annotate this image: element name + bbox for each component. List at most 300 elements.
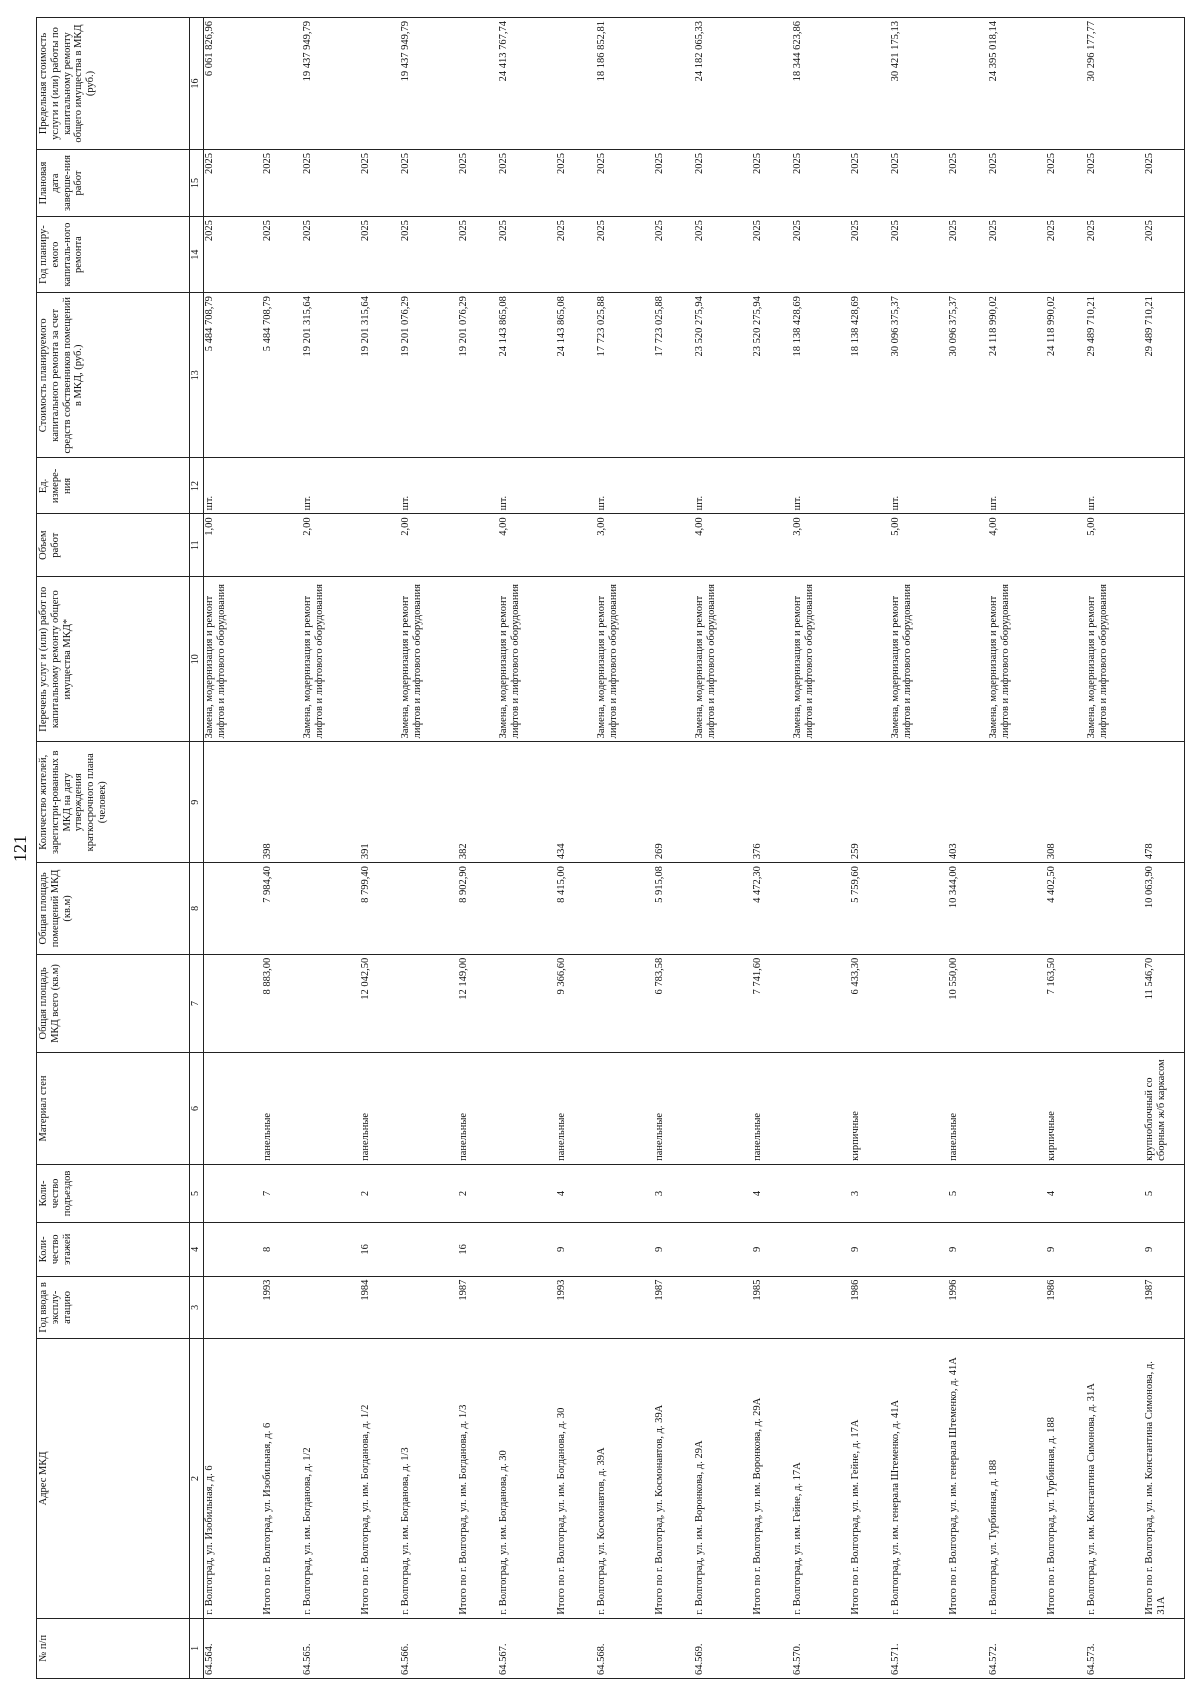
cell-cost: 18 138 428,69 xyxy=(850,293,890,458)
cell-floors: 9 xyxy=(752,1222,792,1276)
cell-end-date: 2025 xyxy=(498,150,556,217)
cell-floors xyxy=(302,1222,360,1276)
cell-entrances: 3 xyxy=(654,1164,694,1222)
cell-limit-cost: 24 413 767,74 xyxy=(498,18,556,150)
cell-year xyxy=(988,1276,1046,1339)
column-number: 9 xyxy=(190,742,204,863)
cell-entrances xyxy=(988,1164,1046,1222)
column-header: Общая площадь помещений МКД (кв.м) xyxy=(37,863,190,955)
cell-no xyxy=(1144,1618,1185,1678)
cell-area-rooms: 5 759,60 xyxy=(850,863,890,955)
table-row-item xyxy=(792,18,850,1679)
cell-limit-cost: 6 061 826,96 xyxy=(204,18,263,150)
cell-no xyxy=(360,1618,400,1678)
table-row-item xyxy=(596,18,654,1679)
cell-area-rooms xyxy=(204,863,263,955)
cell-unit: шт. xyxy=(1086,458,1144,514)
cell-area-total: 10 550,00 xyxy=(948,954,988,1052)
cell-material: панельные xyxy=(654,1053,694,1165)
cell-cost: 23 520 275,94 xyxy=(694,293,752,458)
cell-unit xyxy=(948,458,988,514)
cell-plan-year: 2025 xyxy=(850,217,890,293)
cell-volume: 1,00 xyxy=(204,514,263,577)
column-header: Год планиру-емого капиталь-ного ремонта xyxy=(37,217,190,293)
cell-year: 1993 xyxy=(556,1276,596,1339)
cell-plan-year: 2025 xyxy=(988,217,1046,293)
cell-entrances xyxy=(694,1164,752,1222)
table-row-item xyxy=(400,18,458,1679)
cell-volume xyxy=(1144,514,1185,577)
cell-area-total xyxy=(302,954,360,1052)
cell-address: г. Волгоград, ул. Космонавтов, д. 39А xyxy=(596,1339,654,1618)
cell-cost: 5 484 708,79 xyxy=(262,293,302,458)
table-row-item xyxy=(1086,18,1144,1679)
cell-plan-year: 2025 xyxy=(360,217,400,293)
table-row-item xyxy=(498,18,556,1679)
column-number: 14 xyxy=(190,217,204,293)
cell-area-rooms: 10 063,90 xyxy=(1144,863,1185,955)
cell-material xyxy=(596,1053,654,1165)
cell-cost: 19 201 315,64 xyxy=(302,293,360,458)
column-header: Общая площадь МКД всего (кв.м) xyxy=(37,954,190,1052)
cell-unit xyxy=(1144,458,1185,514)
cell-work: Замена, модернизация и ремонт лифтов и лифтового оборудования xyxy=(890,576,948,741)
cell-volume xyxy=(458,514,498,577)
column-header: Предельная стоимость услуги и (или) работы по капитальному ремонту общего имущества в МКД (руб.) xyxy=(37,18,190,150)
cell-cost: 24 143 865,08 xyxy=(556,293,596,458)
cell-work xyxy=(1046,576,1086,741)
cell-residents: 398 xyxy=(262,742,302,863)
cell-year: 1996 xyxy=(948,1276,988,1339)
cell-plan-year: 2025 xyxy=(204,217,263,293)
column-header: Коли-чество подъездов xyxy=(37,1164,190,1222)
cell-no xyxy=(458,1618,498,1678)
column-header: Объем работ xyxy=(37,514,190,577)
column-header: Ед. измере-ния xyxy=(37,458,190,514)
column-number: 5 xyxy=(190,1164,204,1222)
header-row xyxy=(37,18,190,1679)
cell-entrances xyxy=(1086,1164,1144,1222)
cell-material xyxy=(988,1053,1046,1165)
cell-unit: шт. xyxy=(596,458,654,514)
cell-end-date: 2025 xyxy=(302,150,360,217)
column-number: 3 xyxy=(190,1276,204,1339)
table-row-total xyxy=(1046,18,1086,1679)
cell-entrances xyxy=(498,1164,556,1222)
cell-area-total: 9 366,60 xyxy=(556,954,596,1052)
column-number: 2 xyxy=(190,1339,204,1618)
cell-volume: 2,00 xyxy=(400,514,458,577)
cell-year xyxy=(204,1276,263,1339)
cell-volume: 4,00 xyxy=(694,514,752,577)
cell-volume xyxy=(262,514,302,577)
cell-area-rooms: 8 799,40 xyxy=(360,863,400,955)
cell-no: 64.573. xyxy=(1086,1618,1144,1678)
cell-material: панельные xyxy=(948,1053,988,1165)
cell-area-total: 12 042,50 xyxy=(360,954,400,1052)
cell-end-date: 2025 xyxy=(360,150,400,217)
cell-work: Замена, модернизация и ремонт лифтов и лифтового оборудования xyxy=(792,576,850,741)
cell-residents: 269 xyxy=(654,742,694,863)
table-body xyxy=(204,18,1185,1679)
column-number: 4 xyxy=(190,1222,204,1276)
cell-residents xyxy=(988,742,1046,863)
cell-material: панельные xyxy=(458,1053,498,1165)
cell-residents: 376 xyxy=(752,742,792,863)
table-row-item xyxy=(302,18,360,1679)
cell-unit: шт. xyxy=(498,458,556,514)
cell-address: г. Волгоград, ул. им. Богданова, д. 1/3 xyxy=(400,1339,458,1618)
cell-residents: 434 xyxy=(556,742,596,863)
cell-unit xyxy=(556,458,596,514)
cell-volume: 5,00 xyxy=(890,514,948,577)
cell-area-rooms xyxy=(1086,863,1144,955)
cell-end-date: 2025 xyxy=(1144,150,1185,217)
table-row-total xyxy=(752,18,792,1679)
cell-no xyxy=(262,1618,302,1678)
cell-floors xyxy=(988,1222,1046,1276)
cell-limit-cost xyxy=(262,18,302,150)
cell-plan-year: 2025 xyxy=(694,217,752,293)
cell-area-rooms xyxy=(792,863,850,955)
cell-end-date: 2025 xyxy=(792,150,850,217)
cell-material: кирпичные xyxy=(850,1053,890,1165)
cell-residents: 391 xyxy=(360,742,400,863)
cell-year xyxy=(302,1276,360,1339)
cell-volume: 4,00 xyxy=(988,514,1046,577)
cell-entrances: 4 xyxy=(1046,1164,1086,1222)
column-header: Количество жителей, зарегистри-рованных в МКД на дату утверждения краткосрочного плана (человек) xyxy=(37,742,190,863)
cell-plan-year: 2025 xyxy=(1046,217,1086,293)
cell-end-date: 2025 xyxy=(596,150,654,217)
column-header: № п/п xyxy=(37,1618,190,1678)
cell-floors: 9 xyxy=(654,1222,694,1276)
cell-work xyxy=(458,576,498,741)
cell-area-total xyxy=(694,954,752,1052)
cell-address: г. Волгоград, ул. им. Константина Симонова, д. 31А xyxy=(1086,1339,1144,1618)
cell-unit xyxy=(654,458,694,514)
cell-area-rooms xyxy=(400,863,458,955)
cell-address: Итого по г. Волгоград, ул. им. Богданова, д. 1/2 xyxy=(360,1339,400,1618)
cell-volume: 3,00 xyxy=(596,514,654,577)
cell-year: 1987 xyxy=(1144,1276,1185,1339)
cell-plan-year: 2025 xyxy=(498,217,556,293)
cell-address: Итого по г. Волгоград, ул. Турбинная, д. 188 xyxy=(1046,1339,1086,1618)
cell-unit: шт. xyxy=(694,458,752,514)
cell-plan-year: 2025 xyxy=(1086,217,1144,293)
table-row-total xyxy=(360,18,400,1679)
cell-plan-year: 2025 xyxy=(596,217,654,293)
cell-entrances: 7 xyxy=(262,1164,302,1222)
cell-entrances: 4 xyxy=(556,1164,596,1222)
column-number: 15 xyxy=(190,150,204,217)
table-row-total xyxy=(850,18,890,1679)
cell-end-date: 2025 xyxy=(752,150,792,217)
cell-area-total xyxy=(792,954,850,1052)
cell-entrances xyxy=(596,1164,654,1222)
cell-year: 1987 xyxy=(654,1276,694,1339)
cell-no xyxy=(556,1618,596,1678)
column-number: 13 xyxy=(190,293,204,458)
cell-volume xyxy=(850,514,890,577)
cell-floors: 9 xyxy=(556,1222,596,1276)
cell-work: Замена, модернизация и ремонт лифтов и лифтового оборудования xyxy=(204,576,263,741)
cell-area-rooms xyxy=(890,863,948,955)
cell-floors: 9 xyxy=(1046,1222,1086,1276)
cell-limit-cost: 30 421 175,13 xyxy=(890,18,948,150)
cell-unit xyxy=(1046,458,1086,514)
cell-floors xyxy=(1086,1222,1144,1276)
cell-end-date: 2025 xyxy=(458,150,498,217)
cell-area-rooms xyxy=(302,863,360,955)
cell-cost: 17 723 025,88 xyxy=(596,293,654,458)
cell-year xyxy=(596,1276,654,1339)
table-row-total xyxy=(556,18,596,1679)
cell-entrances xyxy=(204,1164,263,1222)
cell-plan-year: 2025 xyxy=(1144,217,1185,293)
cell-cost: 24 143 865,08 xyxy=(498,293,556,458)
cell-address: г. Волгоград, ул. Изобильная, д. 6 xyxy=(204,1339,263,1618)
cell-no: 64.571. xyxy=(890,1618,948,1678)
cell-cost: 19 201 076,29 xyxy=(458,293,498,458)
cell-no: 64.564. xyxy=(204,1618,263,1678)
cell-area-rooms: 8 902,90 xyxy=(458,863,498,955)
cell-residents: 259 xyxy=(850,742,890,863)
cell-material: кирпичные xyxy=(1046,1053,1086,1165)
cell-year: 1986 xyxy=(850,1276,890,1339)
cell-material xyxy=(792,1053,850,1165)
cell-entrances: 5 xyxy=(948,1164,988,1222)
cell-area-rooms xyxy=(596,863,654,955)
cell-entrances: 3 xyxy=(850,1164,890,1222)
cell-material: панельные xyxy=(752,1053,792,1165)
cell-volume xyxy=(1046,514,1086,577)
cell-floors xyxy=(204,1222,263,1276)
cell-no: 64.566. xyxy=(400,1618,458,1678)
cell-limit-cost xyxy=(752,18,792,150)
cell-material xyxy=(302,1053,360,1165)
cell-entrances: 2 xyxy=(360,1164,400,1222)
cell-residents: 403 xyxy=(948,742,988,863)
cell-unit: шт. xyxy=(988,458,1046,514)
cell-limit-cost: 19 437 949,79 xyxy=(302,18,360,150)
cell-work xyxy=(752,576,792,741)
cell-entrances: 2 xyxy=(458,1164,498,1222)
cell-end-date: 2025 xyxy=(1086,150,1144,217)
table-row-item xyxy=(988,18,1046,1679)
cell-volume: 3,00 xyxy=(792,514,850,577)
cell-floors xyxy=(400,1222,458,1276)
cell-residents xyxy=(596,742,654,863)
cell-year xyxy=(890,1276,948,1339)
cell-limit-cost: 18 186 852,81 xyxy=(596,18,654,150)
cell-cost: 23 520 275,94 xyxy=(752,293,792,458)
cell-end-date: 2025 xyxy=(654,150,694,217)
cell-address: Итого по г. Волгоград, ул. им. Богданова, д. 1/3 xyxy=(458,1339,498,1618)
cell-area-total: 7 163,50 xyxy=(1046,954,1086,1052)
cell-plan-year: 2025 xyxy=(654,217,694,293)
cell-end-date: 2025 xyxy=(204,150,263,217)
table-row-item xyxy=(204,18,263,1679)
cell-area-total xyxy=(988,954,1046,1052)
cell-floors xyxy=(596,1222,654,1276)
cell-material: панельные xyxy=(360,1053,400,1165)
table-row-item xyxy=(890,18,948,1679)
column-header: Адрес МКД xyxy=(37,1339,190,1618)
cell-cost: 29 489 710,21 xyxy=(1086,293,1144,458)
cell-material: панельные xyxy=(556,1053,596,1165)
cell-unit xyxy=(360,458,400,514)
cell-year: 1985 xyxy=(752,1276,792,1339)
page-number: 121 xyxy=(10,835,30,862)
column-number: 1 xyxy=(190,1618,204,1678)
cell-work xyxy=(262,576,302,741)
cell-work: Замена, модернизация и ремонт лифтов и лифтового оборудования xyxy=(694,576,752,741)
column-header: Год ввода в эксплу-атацию xyxy=(37,1276,190,1339)
cell-limit-cost: 24 395 018,14 xyxy=(988,18,1046,150)
cell-end-date: 2025 xyxy=(850,150,890,217)
cell-area-total: 6 433,30 xyxy=(850,954,890,1052)
cell-residents xyxy=(400,742,458,863)
cell-work: Замена, модернизация и ремонт лифтов и лифтового оборудования xyxy=(988,576,1046,741)
cell-work: Замена, модернизация и ремонт лифтов и лифтового оборудования xyxy=(302,576,360,741)
cell-volume: 2,00 xyxy=(302,514,360,577)
cell-area-total: 11 546,70 xyxy=(1144,954,1185,1052)
column-number: 12 xyxy=(190,458,204,514)
cell-floors xyxy=(890,1222,948,1276)
cell-work xyxy=(948,576,988,741)
cell-area-rooms: 8 415,00 xyxy=(556,863,596,955)
cell-area-total: 6 783,58 xyxy=(654,954,694,1052)
cell-volume xyxy=(360,514,400,577)
cell-residents xyxy=(204,742,263,863)
cell-end-date: 2025 xyxy=(948,150,988,217)
cell-area-total xyxy=(498,954,556,1052)
cell-limit-cost xyxy=(948,18,988,150)
cell-address: Итого по г. Волгоград, ул. Космонавтов, д. 39А xyxy=(654,1339,694,1618)
cell-area-total xyxy=(890,954,948,1052)
table-row-total xyxy=(1144,18,1185,1679)
cell-residents xyxy=(694,742,752,863)
cell-end-date: 2025 xyxy=(262,150,302,217)
cell-residents xyxy=(498,742,556,863)
cell-end-date: 2025 xyxy=(988,150,1046,217)
column-number: 7 xyxy=(190,954,204,1052)
cell-address: Итого по г. Волгоград, ул. Изобильная, д. 6 xyxy=(262,1339,302,1618)
cell-floors xyxy=(498,1222,556,1276)
cell-year xyxy=(1086,1276,1144,1339)
cell-limit-cost: 30 296 177,77 xyxy=(1086,18,1144,150)
cell-address: Итого по г. Волгоград, ул. им. Гейне, д. 17А xyxy=(850,1339,890,1618)
cell-address: Итого по г. Волгоград, ул. им. Воронкова, д. 29А xyxy=(752,1339,792,1618)
column-number-row xyxy=(190,18,204,1679)
cell-floors: 8 xyxy=(262,1222,302,1276)
cell-area-rooms: 5 915,08 xyxy=(654,863,694,955)
cell-plan-year: 2025 xyxy=(302,217,360,293)
cell-limit-cost xyxy=(850,18,890,150)
column-header: Материал стен xyxy=(37,1053,190,1165)
cell-floors: 9 xyxy=(948,1222,988,1276)
cell-cost: 5 484 708,79 xyxy=(204,293,263,458)
cell-work xyxy=(1144,576,1185,741)
cell-area-rooms xyxy=(498,863,556,955)
cell-work: Замена, модернизация и ремонт лифтов и лифтового оборудования xyxy=(498,576,556,741)
cell-cost: 19 201 315,64 xyxy=(360,293,400,458)
cell-limit-cost: 18 344 623,86 xyxy=(792,18,850,150)
cell-work: Замена, модернизация и ремонт лифтов и лифтового оборудования xyxy=(1086,576,1144,741)
cell-address: Итого по г. Волгоград, ул. им. генерала Штеменко, д. 41А xyxy=(948,1339,988,1618)
cell-entrances: 4 xyxy=(752,1164,792,1222)
cell-entrances xyxy=(400,1164,458,1222)
cell-material xyxy=(890,1053,948,1165)
cell-volume xyxy=(752,514,792,577)
table-row-total xyxy=(654,18,694,1679)
cell-floors: 9 xyxy=(1144,1222,1185,1276)
cell-material xyxy=(204,1053,263,1165)
column-number: 6 xyxy=(190,1053,204,1165)
cell-unit xyxy=(850,458,890,514)
cell-material: панельные xyxy=(262,1053,302,1165)
cell-end-date: 2025 xyxy=(1046,150,1086,217)
table-row-item xyxy=(694,18,752,1679)
cell-limit-cost xyxy=(458,18,498,150)
cell-limit-cost xyxy=(360,18,400,150)
cell-area-rooms: 7 984,40 xyxy=(262,863,302,955)
cell-residents xyxy=(302,742,360,863)
cell-plan-year: 2025 xyxy=(400,217,458,293)
cell-plan-year: 2025 xyxy=(458,217,498,293)
cell-cost: 30 096 375,37 xyxy=(890,293,948,458)
cell-residents: 478 xyxy=(1144,742,1185,863)
cell-cost: 18 138 428,69 xyxy=(792,293,850,458)
column-header: Стоимость планируемого капитального ремонта за счет средств собственников помещений в МКД, (руб.) xyxy=(37,293,190,458)
cell-end-date: 2025 xyxy=(556,150,596,217)
cell-address: Итого по г. Волгоград, ул. им. Богданова, д. 30 xyxy=(556,1339,596,1618)
cell-year xyxy=(498,1276,556,1339)
cell-material xyxy=(694,1053,752,1165)
cell-material xyxy=(400,1053,458,1165)
cell-area-rooms: 10 344,00 xyxy=(948,863,988,955)
cell-cost: 19 201 076,29 xyxy=(400,293,458,458)
column-number: 11 xyxy=(190,514,204,577)
cell-no: 64.570. xyxy=(792,1618,850,1678)
cell-work: Замена, модернизация и ремонт лифтов и лифтового оборудования xyxy=(400,576,458,741)
cell-cost: 24 118 990,02 xyxy=(988,293,1046,458)
cell-area-total xyxy=(400,954,458,1052)
cell-residents: 308 xyxy=(1046,742,1086,863)
column-header: Перечень услуг и (или) работ по капитальному ремонту общего имущества МКД* xyxy=(37,576,190,741)
cell-cost: 29 489 710,21 xyxy=(1144,293,1185,458)
cell-residents xyxy=(890,742,948,863)
cell-year: 1986 xyxy=(1046,1276,1086,1339)
cell-address: г. Волгоград, ул. им. Воронкова, д. 29А xyxy=(694,1339,752,1618)
cell-area-total xyxy=(204,954,263,1052)
cell-no xyxy=(752,1618,792,1678)
table-row-total xyxy=(262,18,302,1679)
cell-limit-cost: 24 182 065,33 xyxy=(694,18,752,150)
column-number: 10 xyxy=(190,576,204,741)
cell-address: Итого по г. Волгоград, ул. им. Константина Симонова, д. 31А xyxy=(1144,1339,1185,1618)
cell-unit: шт. xyxy=(302,458,360,514)
cell-work xyxy=(654,576,694,741)
cell-no xyxy=(850,1618,890,1678)
cell-plan-year: 2025 xyxy=(556,217,596,293)
cell-year: 1993 xyxy=(262,1276,302,1339)
cell-year xyxy=(400,1276,458,1339)
cell-volume xyxy=(654,514,694,577)
cell-unit: шт. xyxy=(204,458,263,514)
cell-area-total xyxy=(596,954,654,1052)
